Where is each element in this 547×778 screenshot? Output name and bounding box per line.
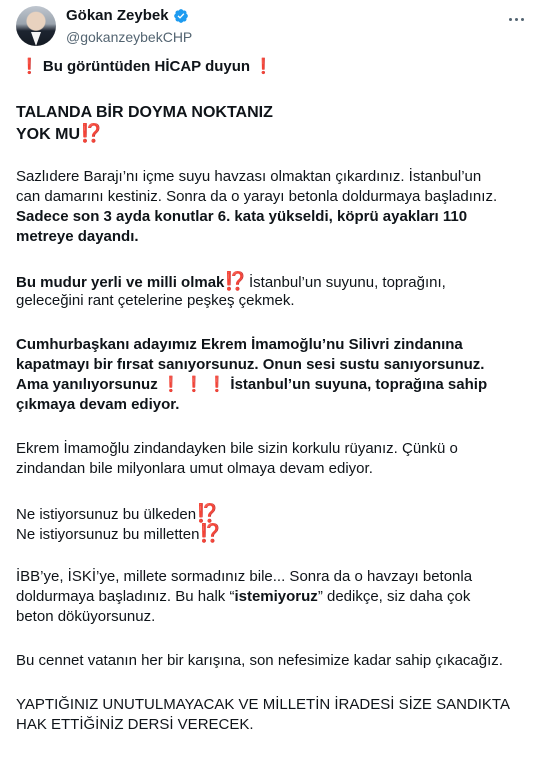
post-header xyxy=(16,6,531,46)
verified-badge-icon xyxy=(173,8,189,24)
paragraph-4-line-2: zindandan bile milyonlara umut olmaya devam ediyor. xyxy=(16,460,373,477)
interrobang-icon: ⁉️ xyxy=(80,123,101,143)
paragraph-6-line-1: İBB’ye, İSKİ’ye, millete sormadınız bile... Sonra da o havzayı betonla xyxy=(16,568,473,585)
paragraph-4-line-1: Ekrem İmamoğlu zindandayken bile sizin korkulu rüyanız. Çünkü o xyxy=(16,440,458,457)
headline-text: Bu görüntüden HİCAP duyun xyxy=(42,58,251,75)
paragraph-8-line-2: HAK ETTİĞİNİZ DERSİ VERECEK. xyxy=(16,716,254,733)
paragraph-2-line-2: geleceğini rant çetelerine peşkeş çekmek. xyxy=(16,292,295,309)
author-name[interactable]: Gökan Zeybek xyxy=(66,7,169,24)
paragraph-2-bold: Bu mudur yerli ve milli olmak xyxy=(16,274,225,291)
paragraph-3-line-4: çıkmaya devam ediyor. xyxy=(16,396,180,413)
paragraph-5-line-1 xyxy=(16,503,540,523)
paragraph-5-line-2 xyxy=(16,523,540,543)
paragraph-8-line-1: YAPTIĞINIZ UNUTULMAYACAK VE MİLLETİN İRADESİ SİZE SANDIKTA xyxy=(16,696,510,713)
paragraph-2-rest: İstanbul’un suyunu, toprağını, xyxy=(244,274,446,291)
paragraph-1-line-2: can damarını kestiniz. Sonra da o yarayı betonla doldurmaya başladınız. xyxy=(16,188,498,205)
paragraph-6-text-b: ” dedikçe, siz daha çok xyxy=(317,588,471,605)
paragraph-1-line-3: Sadece son 3 ayda konutlar 6. kata yükseldi, köprü ayakları 110 xyxy=(16,208,468,225)
title-line-2 xyxy=(16,123,540,143)
post-text xyxy=(16,57,540,735)
paragraph-3-text-b: İstanbul’un suyuna, toprağına sahip xyxy=(230,376,488,393)
title-line-1: TALANDA BİR DOYMA NOKTANIZ xyxy=(16,104,273,121)
interrobang-icon: ⁉️ xyxy=(224,271,245,291)
paragraph-3-line-1: Cumhurbaşkanı adayımız Ekrem İmamoğlu’nu Silivri zindanına xyxy=(16,336,463,353)
author-handle[interactable]: @gokanzeybekCHP xyxy=(66,29,193,45)
author-name-row xyxy=(66,7,189,25)
paragraph-3-line-2: kapatmayı bir fırsat sanıyorsunuz. Onun sesi sustu sanıyorsunuz. xyxy=(16,356,485,373)
paragraph-6-line-3: beton döküyorsunuz. xyxy=(16,608,156,625)
paragraph-1-line-1: Sazlıdere Barajı’nı içme suyu havzası olmaktan çıkardınız. İstanbul’un xyxy=(16,168,482,185)
interrobang-icon: ⁉️ xyxy=(199,523,220,543)
avatar[interactable] xyxy=(16,6,56,46)
headline xyxy=(16,57,540,77)
exclamation-icon: ❗ xyxy=(254,58,273,75)
paragraph-3-line-3 xyxy=(16,375,540,395)
paragraph-7-line-1: Bu cennet vatanın her bir karışına, son nefesimize kadar sahip çıkacağız. xyxy=(16,652,503,669)
interrobang-icon: ⁉️ xyxy=(196,503,217,523)
question-1: Ne istiyorsunuz bu ülkeden xyxy=(16,506,197,523)
more-options-icon[interactable] xyxy=(505,10,527,28)
paragraph-1-line-4: metreye dayandı. xyxy=(16,228,139,245)
paragraph-3-text-a: Ama yanılıyorsunuz xyxy=(16,376,162,393)
title-text: YOK MU xyxy=(16,126,80,143)
paragraph-6-bold: istemiyoruz xyxy=(234,588,318,605)
exclamation-icon: ❗ xyxy=(20,58,39,75)
question-2: Ne istiyorsunuz bu milletten xyxy=(16,526,200,543)
paragraph-2-line-1 xyxy=(16,271,540,291)
paragraph-6-text-a: doldurmaya başladınız. Bu halk “ xyxy=(16,588,235,605)
exclamation-icon: ❗ ❗ ❗ xyxy=(161,376,227,393)
paragraph-6-line-2 xyxy=(16,587,540,607)
